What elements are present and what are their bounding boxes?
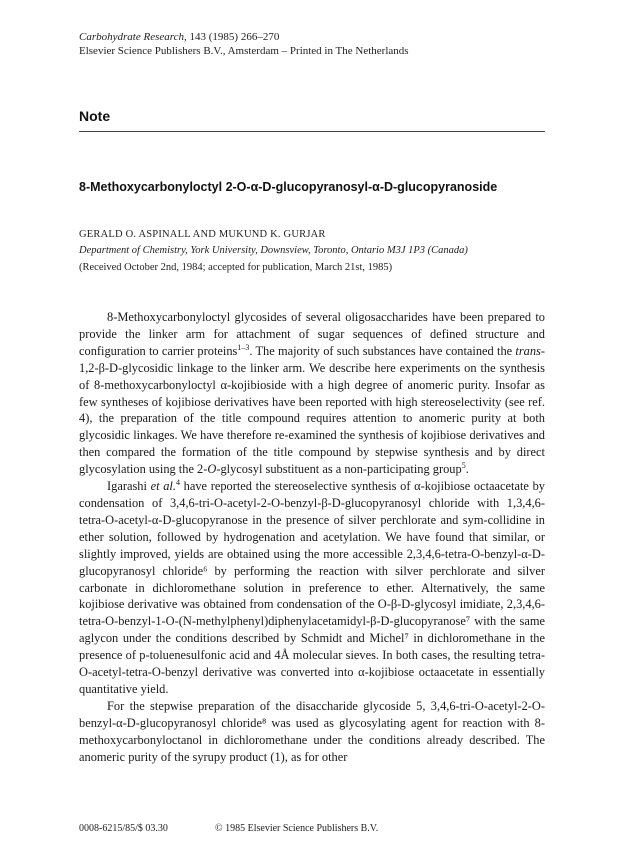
- article-body: [79, 309, 545, 765]
- copyright-notice: © 1985 Elsevier Science Publishers B.V.: [215, 823, 379, 834]
- reference-marker: 5: [461, 461, 466, 471]
- publisher-line: Elsevier Science Publishers B.V., Amsterdam – Printed in The Netherlands: [79, 45, 409, 57]
- reference-marker: 4: [175, 477, 180, 487]
- journal-citation: 143 (1985) 266–270: [186, 31, 280, 43]
- reference-marker: 1–3: [237, 342, 250, 352]
- running-header: [79, 30, 409, 58]
- authors: GERALD O. ASPINALL AND MUKUND K. GURJAR: [79, 229, 326, 240]
- affiliation: Department of Chemistry, York University, Downsview, Toronto, Ontario M3J 1P3 (Canada): [79, 245, 468, 256]
- received-dates: (Received October 2nd, 1984; accepted for publication, March 21st, 1985): [79, 262, 393, 273]
- paragraph-2: Igarashi et al.$^4$ have reported the stereoselective synthesis of α-kojibiose octaacetate by condensation of 3,4,6-tri-O-acetyl-2-O-benzyl-β-D-glucopyranosyl chloride with 1,3,4,6-tetra-O-acetyl-α-D-glucopyranose in the presence of silver perchlorate and sym-collidine in ether solution, followed by hydrogenation and acetylation. We have found that similar, or slightly improved, yields are obtained using the more accessible 2,3,4,6-tetra-O-benzyl-α-D-glucopyranosyl chloride⁶ by performing the reaction with silver perchlorate and silver carbonate in dichloromethane solution in preference to ether. Alternatively, the same kojibiose derivative was obtained from condensation of the O-β-D-glycosyl imidiate, 2,3,4,6-tetra-O-benzyl-1-O-(N-methylphenyl)diphenylacetamidyl-β-D-glucopyranose⁷ with the same aglycon under the conditions described by Schmidt and Michel⁷ in dichloromethane in the presence of p-toluenesulfonic acid and 4Å molecular sieves. In both cases, the resulting tetra-O-acetyl-tetra-O-benzyl derivative was converted into α-kojibiose octaacetate in essentially quantitative yield.: [79, 477, 545, 696]
- section-label: Note: [79, 108, 111, 124]
- article-title: 8-Methoxycarbonyloctyl 2-O-α-D-glucopyranosyl-α-D-glucopyranoside: [79, 180, 498, 194]
- journal-name: Carbohydrate Research,: [79, 31, 187, 43]
- page-footer: [79, 823, 545, 834]
- issn-code: 0008-6215/85/$ 03.30: [79, 823, 168, 834]
- paragraph-3: For the stepwise preparation of the disaccharide glycoside 5, 3,4,6-tri-O-acetyl-2-O-benzyl-α-D-glucopyranosyl chloride⁸ was used as glycosylating agent for reaction with 8-methoxycarbonyloctanol in dichloromethane under the conditions already described. The anomeric purity of the syrupy product (1), as for other: [79, 698, 545, 764]
- paragraph-1: 8-Methoxycarbonyloctyl glycosides of several oligosaccharides have been prepared to provide the linker arm for attachment of sugar sequences of defined structure and configuration to carrier proteins$^{1-3}$. The majority of such substances have contained the trans-1,2-β-D-glycosidic linkage to the linker arm. We describe here experiments on the synthesis of 8-methoxycarbonyloctyl α-kojibioside with a high degree of anomeric purity. Insofar as few syntheses of kojibiose derivatives have been reported with high stereoselectivity (see ref. 4), the preparation of the title compound requires attention to anomeric purity at both glycosidic linkages. We have therefore re-examined the synthesis of kojibiose derivatives and then compared the formation of the title compound by stepwise synthesis and by direct glycosylation using the 2-O-glycosyl substituent as a non-participating group$^5$.: [79, 310, 546, 477]
- header-rule: [79, 131, 545, 132]
